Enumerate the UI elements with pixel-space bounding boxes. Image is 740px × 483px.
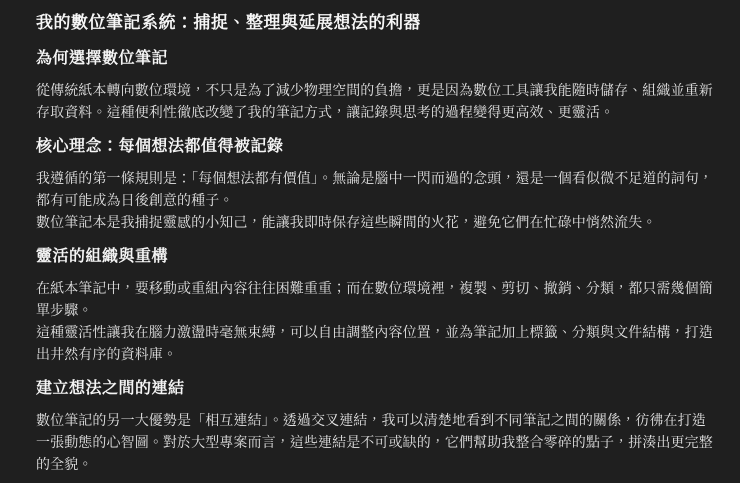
section-flexible-organization: [36, 246, 713, 365]
body-line: 出井然有序的資料庫。: [36, 346, 177, 362]
section-linking-ideas: [36, 378, 713, 475]
body-line: 這種靈活性讓我在腦力激盪時毫無束縛，可以自由調整內容位置，並為筆記加上標籤、分類與文件結構，打造: [36, 324, 713, 340]
section-core-principle: [36, 136, 713, 233]
section-heading-core-principle: 核心理念：每個想法都值得被記錄: [36, 138, 284, 155]
section-body: [36, 277, 713, 365]
document-title: 我的數位筆記系統：捕捉、整理與延展想法的利器: [36, 13, 421, 32]
body-line: 單步驟。: [36, 302, 93, 318]
section-body: [36, 79, 713, 123]
body-line: 在紙本筆記中，要移動或重組內容往往困難重重；而在數位環境裡，複製、剪切、撤銷、分類，都只需幾個簡: [36, 280, 713, 296]
body-line: 數位筆記本是我捕捉靈感的小知己，能讓我即時保存這些瞬間的火花，避免它們在忙碌中悄然流失。: [36, 214, 657, 230]
body-line: 數位筆記的另一大優勢是「相互連結」。透過交叉連結，我可以清楚地看到不同筆記之間的關係，彷彿在打造: [36, 412, 706, 428]
body-line: 的全貌。: [36, 456, 93, 472]
body-line: 存取資料。這種便利性徹底改變了我的筆記方式，讓記錄與思考的過程變得更高效、更靈活。: [36, 104, 615, 120]
section-body: [36, 167, 713, 233]
body-line: 都有可能成為日後創意的種子。: [36, 192, 234, 208]
section-body: [36, 409, 713, 475]
body-line: 我遵循的第一條規則是：「每個想法都有價值」。無論是腦中一閃而過的念頭，還是一個看似微不足道的詞句，: [36, 170, 713, 186]
section-heading-why-digital-notes: 為何選擇數位筆記: [36, 50, 169, 67]
body-line: 從傳統紙本轉向數位環境，不只是為了減少物理空間的負擔，更是因為數位工具讓我能隨時儲存、組織並重新: [36, 82, 713, 98]
section-heading-flexible-organization: 靈活的組織與重構: [36, 248, 169, 265]
section-heading-linking-ideas: 建立想法之間的連結: [36, 380, 185, 397]
body-line: 一張動態的心智圖。對於大型專案而言，這些連結是不可或缺的，它們幫助我整合零碎的點子，拼湊出更完整: [36, 434, 713, 450]
section-why-digital-notes: [36, 48, 713, 123]
